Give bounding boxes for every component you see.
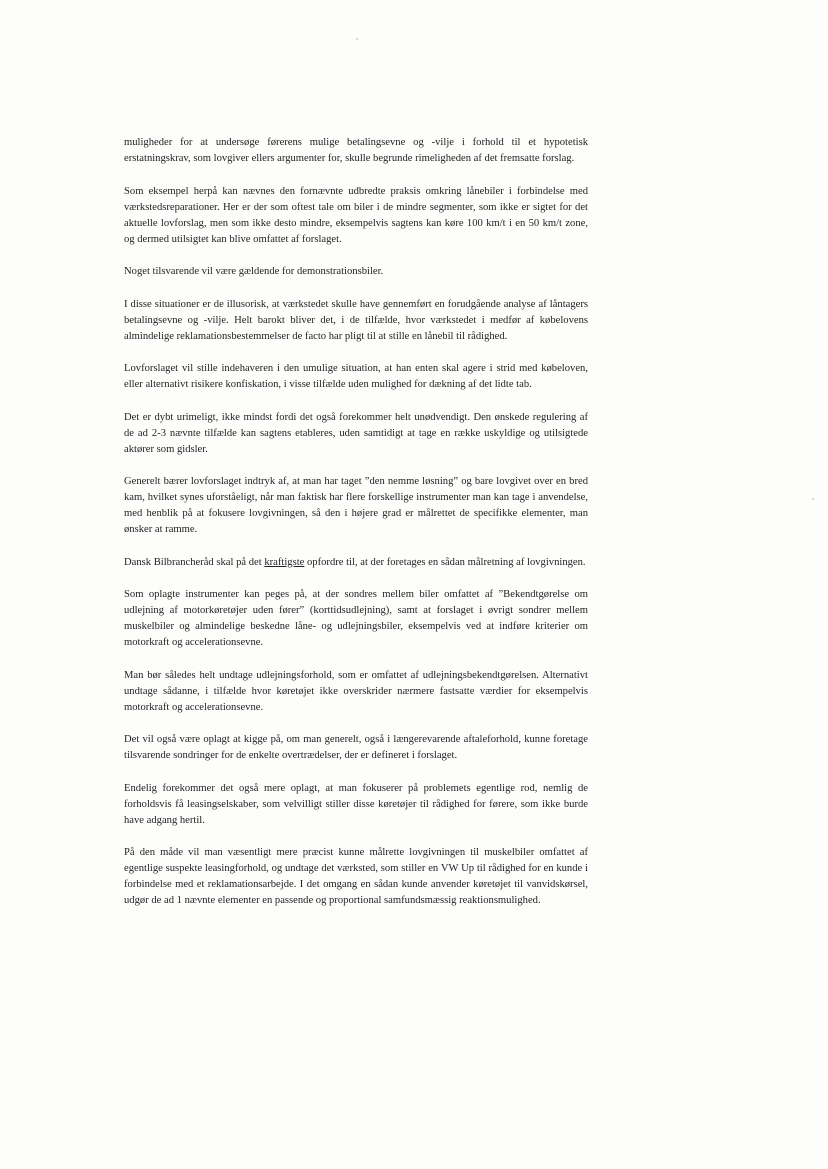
paragraph: Som oplagte instrumenter kan peges på, at der sondres mellem biler omfattet af ”Bekendtgørelse om udlejning af motorkøretøjer uden fører” (korttidsudlejning), samt at forslaget i øvrigt sondrer mellem muskelbiler og almindelige beskedne låne- og udlejningsbiler, eksempelvis ved at indføre kriterier om motorkraft og accelerationsevne. [124,589,588,648]
paragraph: Noget tilsvarende vil være gældende for demonstrationsbiler. [124,266,384,277]
paragraph: I disse situationer er de illusorisk, at værkstedet skulle have gennemført en forudgående analyse af låntagers betalingsevne og -vilje. Helt barokt bliver det, i de tilfælde, hvor værkstedet i medfør af købelovens almindelige reklamationsbestemmelser de facto har pligt til at stille en lånebil til rådighed. [124,298,588,342]
paragraph [124,555,588,571]
paragraph: Det er dybt urimeligt, ikke mindst fordi det også forekommer helt unødvendigt. Den ønskede regulering af de ad 2-3 nævnte tilfælde kan sagtens etableres, uden samtidigt at tage en række uskyldige og utilsigtede aktører som gidsler. [124,411,588,455]
paragraph-text: Dansk Bilbrancheråd skal på det [124,556,265,568]
paragraph: muligheder for at undersøge førerens mulige betalingsevne og -vilje i forhold til et hypotetisk erstatningskrav, som lovgiver ellers argumenter for, skulle begrunde rimeligheden af det fremsatte forslag. [124,137,588,164]
scan-speck [812,498,814,500]
paragraph-text: opfordre til, at der foretages en sådan målretning af lovgivningen. [304,556,586,568]
paragraph: På den måde vil man væsentligt mere præcist kunne målrette lovgivningen til muskelbiler omfattet af egentlige suspekte leasingforhold, og undtage det værksted, som stiller en VW Up til rådighed for en kunde i forbindelse med et reklamationsarbejde. I det omgang en sådan kunde anvender køretøjet til vanvidskørsel, udgør de ad 1 nævnte elementer en passende og proportional samfundsmæssig reaktionsmulighed. [124,847,588,906]
paragraph: Man bør således helt undtage udlejningsforhold, som er omfattet af udlejningsbekendtgørelsen. Alternativt undtage sådanne, i tilfælde hvor køretøjet ikke overskrider nærmere fastsatte værdier for eksempelvis motorkraft og accelerationsevne. [124,669,588,713]
paragraph: Endelig forekommer det også mere oplagt, at man fokuserer på problemets egentlige rod, nemlig de forholdsvis få leasingselskaber, som velvilligt stiller disse køretøjer til rådighed for førere, som ikke burde have adgang hertil. [124,782,588,826]
paragraph: Det vil også være oplagt at kigge på, om man generelt, også i længerevarende aftaleforhold, kunne foretage tilsvarende sondringer for de enkelte overtrædelser, der er defineret i forslaget. [124,734,588,761]
emphasis-underlined: kraftigste [264,556,305,568]
paragraph: Som eksempel herpå kan nævnes den fornævnte udbredte praksis omkring lånebiler i forbindelse med værkstedsreparationer. Her er der som oftest tale om biler i de mindre segmenter, som ikke er sigtet for det aktuelle lovforslag, men som ikke desto mindre, eksempelvis sagtens kan køre 100 km/t i en 50 km/t zone, og dermed utilsigtet kan blive omfattet af forslaget. [124,185,588,245]
paragraph: Lovforslaget vil stille indehaveren i den umulige situation, at han enten skal agere i strid med købeloven, eller alternativt risikere konfiskation, i visse tilfælde uden mulighed for dækning af det lidte tab. [124,363,588,390]
paragraph: Generelt bærer lovforslaget indtryk af, at man har taget ”den nemme løsning” og bare lovgivet over en bred kam, hvilket synes uforståeligt, når man faktisk har flere forskellige instrumenter man kan tage i anvendelse, med henblik på at fokusere lovgivningen, så den i højere grad er målrettet de specifikke elementer, man ønsker at ramme. [124,476,588,535]
document-body [124,135,588,926]
scan-speck [356,38,358,40]
